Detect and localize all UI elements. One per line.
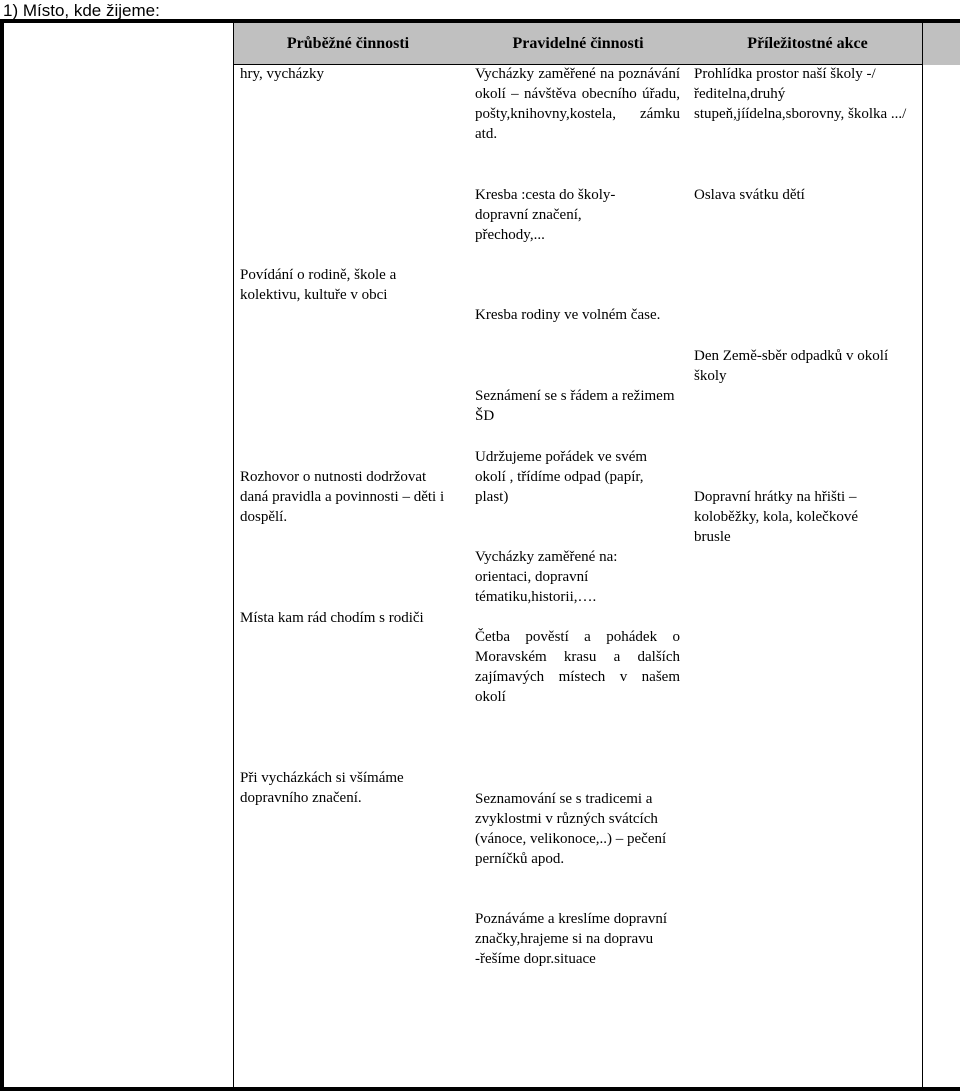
ongoing-item: Při vycházkách si všímáme dopravního značení. xyxy=(240,770,404,806)
ongoing-item: Rozhovor o nutnosti dodržovat daná pravidla a povinnosti – děti i dospělí. xyxy=(240,469,445,525)
occasional-item: Oslava svátku dětí xyxy=(694,187,805,203)
occasional-item: Prohlídka prostor naší školy -/ ředitelna,druhý stupeň,jíídelna,sborovny, školka .../ xyxy=(694,66,907,122)
regular-item: Vycházky zaměřené na poznávání okolí – návštěva obecního úřadu, pošty,knihovny,kostela, zámku atd. xyxy=(475,66,680,142)
section-heading: 1) Místo, kde žijeme: xyxy=(3,1,160,20)
column-divider xyxy=(233,23,234,1087)
regular-item: Vycházky zaměřené na: orientaci, dopravní tématiku,historii,…. xyxy=(475,549,618,605)
occasional-item: Den Země-sběr odpadků v okolí školy xyxy=(694,348,889,384)
regular-item: Seznámení se s řádem a režimem ŠD xyxy=(475,388,675,424)
regular-item: Četba pověstí a pohádek o Moravském krasu a dalších zajímavých místech v našem okolí xyxy=(475,629,680,705)
ongoing-item: Místa kam rád chodím s rodiči xyxy=(240,610,424,626)
regular-item: Kresba rodiny ve volném čase. xyxy=(475,307,661,323)
regular-item: Kresba :cesta do školy- dopravní značení, přechody,... xyxy=(475,187,616,243)
table-right-margin xyxy=(922,23,960,65)
ongoing-item: Povídání o rodině, škole a kolektivu, kultuře v obci xyxy=(240,267,397,303)
occasional-item: Dopravní hrátky na hřišti – koloběžky, kola, kolečkové brusle xyxy=(694,489,858,545)
table-left-margin xyxy=(4,23,233,1087)
regular-item: Seznamování se s tradicemi a zvyklostmi v různých svátcích (vánoce, velikonoce,..) – pečení perníčků apod. xyxy=(475,791,667,867)
regular-item: Poznáváme a kreslíme dopravní značky,hrajeme si na dopravu -řešíme dopr.situace xyxy=(475,911,668,967)
regular-item: Udržujeme pořádek ve svém okolí , třídíme odpad (papír, plast) xyxy=(475,449,648,505)
column-divider xyxy=(922,23,923,1087)
header-occasional: Příležitostné akce xyxy=(747,35,868,52)
ongoing-item: hry, vycházky xyxy=(240,66,324,82)
header-ongoing: Průběžné činnosti xyxy=(286,35,410,52)
header-regular: Pravidelné činnosti xyxy=(512,35,644,52)
